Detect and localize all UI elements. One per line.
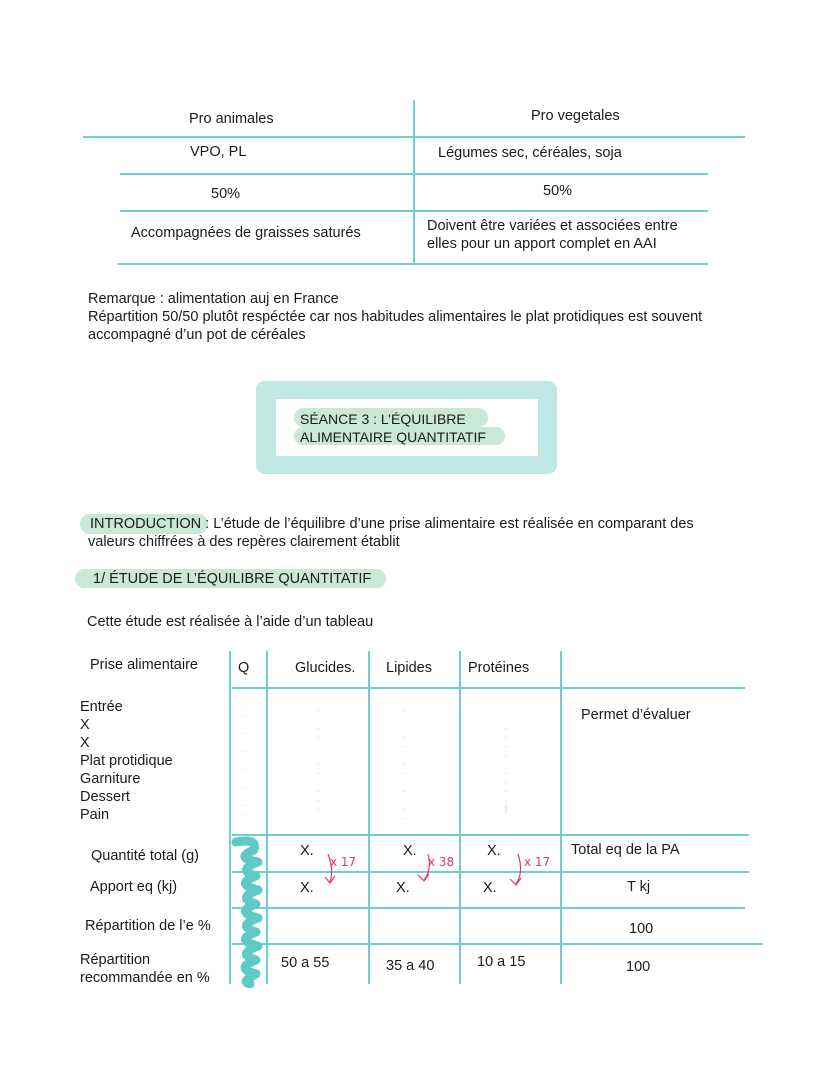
seance-title-line2: ALIMENTAIRE QUANTITATIF xyxy=(300,429,486,445)
table2-vertical-line xyxy=(560,651,562,984)
section-title: 1/ ÉTUDE DE L’ÉQUILIBRE QUANTITATIF xyxy=(93,571,372,587)
header-pro-vegetales: Pro vegetales xyxy=(531,108,620,124)
cell-recommended-lipides: 35 a 40 xyxy=(386,958,435,974)
dotted-trace: · · · · · · · · xyxy=(317,706,321,814)
multiplier-lipides: x 38 xyxy=(428,855,455,869)
row-recommended-label-2: recommandée en % xyxy=(80,970,210,986)
cell-repartition-total: 100 xyxy=(629,921,654,937)
list-item: Entrée xyxy=(80,699,123,715)
multiplier-glucides: x 17 xyxy=(330,855,357,869)
cell-animal-note: Accompagnées de graisses saturés xyxy=(131,225,361,241)
section-intro: Cette étude est réalisée à l’aide d’un tableau xyxy=(87,614,374,630)
table1-vertical-divider xyxy=(413,100,415,265)
table2-rule xyxy=(232,687,745,689)
scribble-mark xyxy=(228,836,268,988)
table2-rule xyxy=(232,943,763,945)
list-item: Plat protidique xyxy=(80,753,173,769)
table2-vertical-line xyxy=(368,651,370,984)
header-glucides: Glucides. xyxy=(295,660,356,676)
header-lipides: Lipides xyxy=(386,660,432,676)
cell-animal-sources: VPO, PL xyxy=(190,144,247,160)
cell-vegetal-note-line2: elles pour un apport complet en AAI xyxy=(427,236,657,252)
list-item: Dessert xyxy=(80,789,130,805)
cell-apport-lipides: X. xyxy=(396,880,410,896)
list-item: X xyxy=(80,717,90,733)
cell-vegetal-percent: 50% xyxy=(543,183,573,199)
remark-line-2: Répartition 50/50 plutôt respéctée car nos habitudes alimentaires le plat protidiques est souvent xyxy=(88,309,703,325)
dotted-trace: · · · · · · · · ) xyxy=(504,724,508,814)
cell-apport-proteines: X. xyxy=(483,880,497,896)
row-apport-label: Apport eq (kj) xyxy=(90,879,178,895)
row-recommended-label-1: Répartition xyxy=(80,952,151,968)
cell-apport-total: T kj xyxy=(627,879,651,895)
cell-qty-lipides: X. xyxy=(403,843,417,859)
remark-line-3: accompagné d’un pot de céréales xyxy=(88,327,306,343)
table1-rule xyxy=(120,210,708,212)
cell-qty-total: Total eq de la PA xyxy=(571,842,680,858)
cell-animal-percent: 50% xyxy=(211,186,241,202)
table1-rule xyxy=(83,136,745,138)
cell-qty-proteines: X. xyxy=(487,843,501,859)
list-item: X xyxy=(80,735,90,751)
header-proteines: Protéines xyxy=(468,660,530,676)
multiplier-proteines: x 17 xyxy=(524,855,551,869)
table1-rule xyxy=(120,173,708,175)
introduction-line-1: INTRODUCTION : L’étude de l’équilibre d’une prise alimentaire est réalisée en comparant des xyxy=(90,516,694,532)
header-prise-alimentaire: Prise alimentaire xyxy=(90,657,198,673)
row-repartition-label: Répartition de l’e % xyxy=(85,918,211,934)
seance-title-line1: SÉANCE 3 : L’ÉQUILIBRE xyxy=(300,411,466,427)
row-quantity-label: Quantité total (g) xyxy=(91,848,199,864)
dotted-trace: · · · · · · · · xyxy=(241,702,245,819)
evaluate-note: Permet d’évaluer xyxy=(581,707,691,723)
table2-rule xyxy=(232,834,749,836)
list-item: Garniture xyxy=(80,771,141,787)
table2-vertical-line xyxy=(459,651,461,984)
remark-line-1: Remarque : alimentation auj en France xyxy=(88,291,339,307)
table2-rule xyxy=(232,871,749,873)
header-pro-animales: Pro animales xyxy=(189,111,274,127)
cell-recommended-total: 100 xyxy=(626,959,651,975)
header-q: Q xyxy=(238,660,250,676)
cell-vegetal-sources: Légumes sec, céréales, soja xyxy=(438,145,622,161)
cell-vegetal-note-line1: Doivent être variées et associées entre xyxy=(427,218,678,234)
list-item: Pain xyxy=(80,807,110,823)
cell-recommended-glucides: 50 a 55 xyxy=(281,955,330,971)
dotted-trace: · · · · · · · · xyxy=(402,706,406,823)
cell-qty-glucides: X. xyxy=(300,843,314,859)
introduction-line-2: valeurs chiffrées à des repères clairement établit xyxy=(88,534,400,550)
table2-rule xyxy=(232,907,745,909)
cell-recommended-proteines: 10 a 15 xyxy=(477,954,526,970)
cell-apport-glucides: X. xyxy=(300,880,314,896)
table1-rule xyxy=(118,263,708,265)
